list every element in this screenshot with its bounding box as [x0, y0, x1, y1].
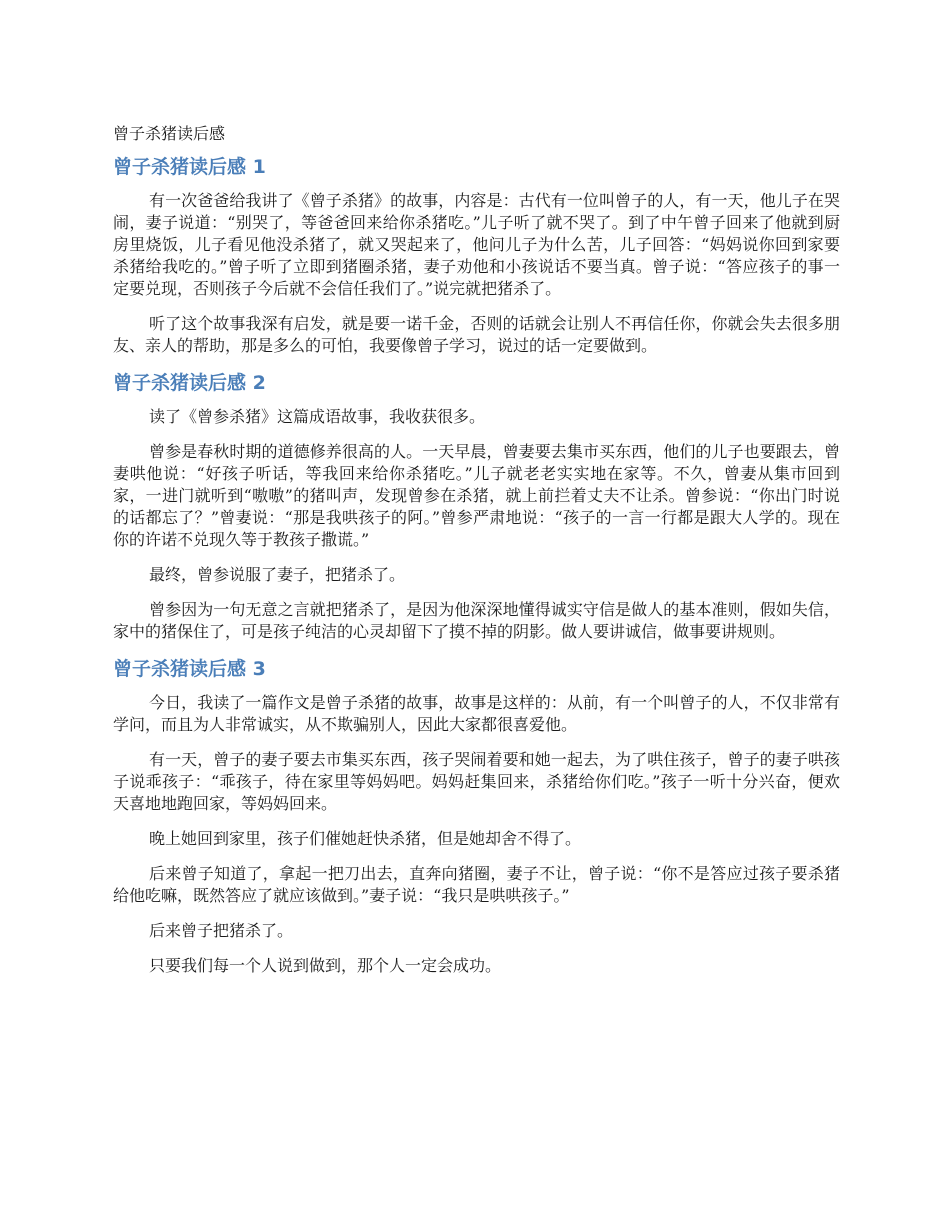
paragraph: 晚上她回到家里，孩子们催她赶快杀猪，但是她却舍不得了。	[149, 829, 582, 848]
section-1	[113, 154, 840, 357]
paragraph: 曾参因为一句无意之言就把猪杀了，是因为他深深地懂得诚实守信是做人的基本准则，假如失信，家中的猪保住了，可是孩子纯洁的心灵却留下了摸不掉的阴影。做人要讲诚信，做事要讲规则。	[113, 600, 840, 641]
paragraph: 听了这个故事我深有启发，就是要一诺千金，否则的话就会让别人不再信任你，你就会失去很多朋友、亲人的帮助，那是多么的可怕，我要像曾子学习，说过的话一定要做到。	[113, 314, 840, 355]
section-2	[113, 370, 840, 643]
paragraph: 读了《曾参杀猪》这篇成语故事，我收获很多。	[149, 407, 486, 426]
section-heading: 曾子杀猪读后感 3	[113, 658, 266, 680]
paragraph: 后来曾子知道了，拿起一把刀出去，直奔向猪圈，妻子不让，曾子说：“你不是答应过孩子要杀猪给他吃嘛，既然答应了就应该做到。”妻子说：“我只是哄哄孩子。”	[113, 864, 840, 905]
document-title: 曾子杀猪读后感	[113, 124, 226, 143]
section-heading: 曾子杀猪读后感 2	[113, 372, 266, 394]
section-3	[113, 656, 840, 977]
paragraph: 有一次爸爸给我讲了《曾子杀猪》的故事，内容是：古代有一位叫曾子的人，有一天，他儿子在哭闹，妻子说道：“别哭了，等爸爸回来给你杀猪吃。”儿子听了就不哭了。到了中午曾子回来了他就到厨房里烧饭，儿子看见他没杀猪了，就又哭起来了，他问儿子为什么苦，儿子回答：“妈妈说你回到家要杀猪给我吃的。”曾子听了立即到猪圈杀猪，妻子劝他和小孩说话不要当真。曾子说：“答应孩子的事一定要兑现，否则孩子今后就不会信任我们了。”说完就把猪杀了。	[113, 191, 840, 298]
document-body	[113, 122, 840, 990]
paragraph: 今日，我读了一篇作文是曾子杀猪的故事，故事是这样的：从前，有一个叫曾子的人，不仅非常有学问，而且为人非常诚实，从不欺骗别人，因此大家都很喜爱他。	[113, 693, 840, 734]
section-heading: 曾子杀猪读后感 1	[113, 156, 266, 178]
paragraph: 曾参是春秋时期的道德修养很高的人。一天早晨，曾妻要去集市买东西，他们的儿子也要跟去，曾妻哄他说：“好孩子听话，等我回来给你杀猪吃。”儿子就老老实实地在家等。不久，曾妻从集市回到家，一进门就听到“嗷嗷”的猪叫声，发现曾参在杀猪，就上前拦着丈夫不让杀。曾参说：“你出门时说的话都忘了？”曾妻说：“那是我哄孩子的阿。”曾参严肃地说：“孩子的一言一行都是跟大人学的。现在你的许诺不兑现久等于教孩子撒谎。”	[113, 442, 840, 549]
paragraph: 只要我们每一个人说到做到，那个人一定会成功。	[149, 956, 502, 975]
paragraph: 后来曾子把猪杀了。	[149, 921, 294, 940]
paragraph: 有一天，曾子的妻子要去市集买东西，孩子哭闹着要和她一起去，为了哄住孩子，曾子的妻子哄孩子说乖孩子：“乖孩子，待在家里等妈妈吧。妈妈赶集回来，杀猪给你们吃。”孩子一听十分兴奋，便欢天喜地地跑回家，等妈妈回来。	[113, 750, 840, 813]
paragraph: 最终，曾参说服了妻子，把猪杀了。	[149, 565, 406, 584]
